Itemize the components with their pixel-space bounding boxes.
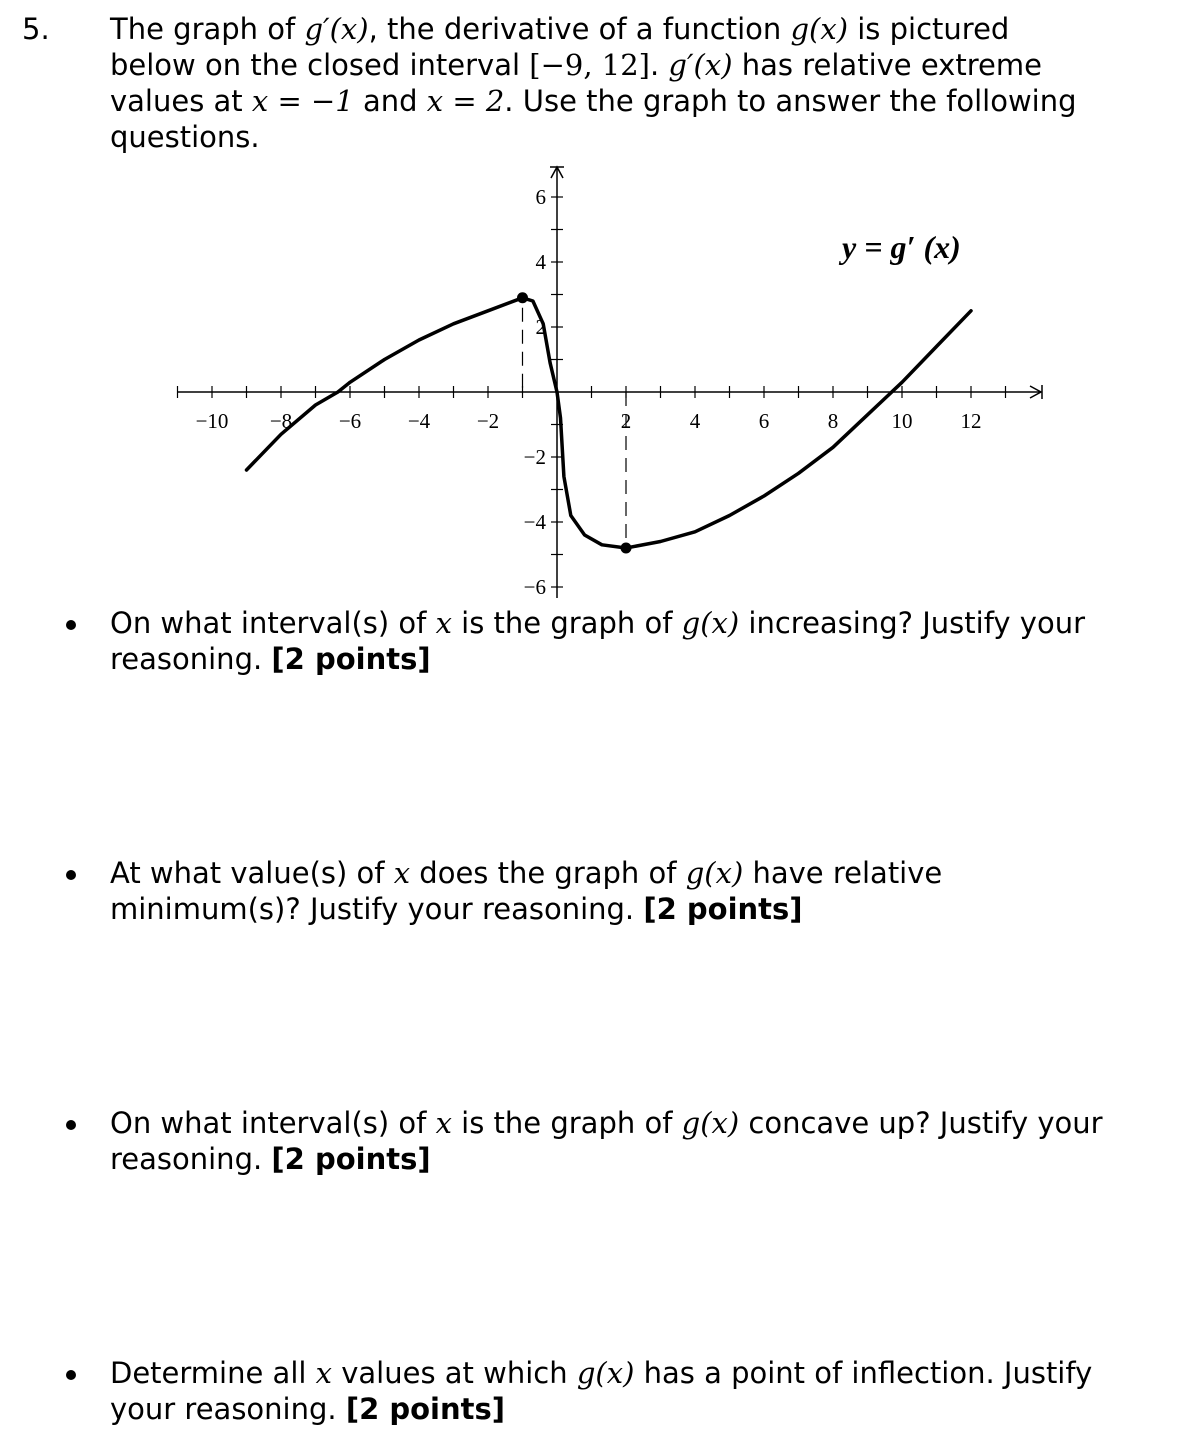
derivative-graph [0,0,1198,610]
x-tick-label: 2 [620,409,632,433]
question-relative-minimum: At what value(s) of x does the graph of g(x) have relative minimum(s)? Justify your reasoning. [2 points] [110,856,943,926]
curve-label: y = g′ (x) [842,229,961,265]
points-label: [2 points] [271,642,431,676]
question-increasing: On what interval(s) of x is the graph of g(x) increasing? Justify your reasoning. [2 points] [110,606,1086,676]
x-tick-label: 6 [758,409,770,433]
y-tick-label: 6 [535,185,546,209]
extreme-point [621,543,632,554]
bullet [66,1370,76,1380]
prompt-line-2: below on the closed interval [−9, 12]. g′(x) has relative extreme [110,48,1042,82]
x-tick-label: −2 [476,409,500,433]
y-tick-label: 2 [535,315,546,339]
x-tick-label: −10 [195,409,229,433]
points-label: [2 points] [345,1392,506,1426]
x-tick-label: 12 [960,409,982,433]
x-tick-label: 4 [689,409,701,433]
y-tick-label: −6 [523,575,546,599]
points-label: [2 points] [643,892,803,926]
bullet [66,620,76,630]
question-concave-up: On what interval(s) of x is the graph of g(x) concave up? Justify your reasoning. [2 points] [110,1106,1103,1176]
x-tick-label: 10 [891,409,913,433]
x-tick-label: −8 [269,409,293,433]
question-inflection: Determine all x values at which g(x) has a point of inflection. Justify your reasoning. [2 points] [110,1356,1093,1426]
prompt-line-4: questions. [110,120,260,154]
prompt-line-3: values at x = −1 and x = 2. Use the graph to answer the following [110,84,1077,118]
y-tick-label: 4 [535,250,546,274]
question-number: 5. [22,12,50,46]
extreme-point [517,292,528,303]
x-tick-label: −6 [338,409,362,433]
y-tick-label: −4 [523,510,546,534]
y-tick-label: −2 [523,445,546,469]
x-tick-label: −4 [407,409,431,433]
bullet [66,1120,76,1130]
bullet [66,870,76,880]
points-label: [2 points] [271,1142,431,1176]
prompt-line-1: The graph of g′(x), the derivative of a function g(x) is pictured [110,12,1010,46]
x-tick-label: 8 [827,409,839,433]
